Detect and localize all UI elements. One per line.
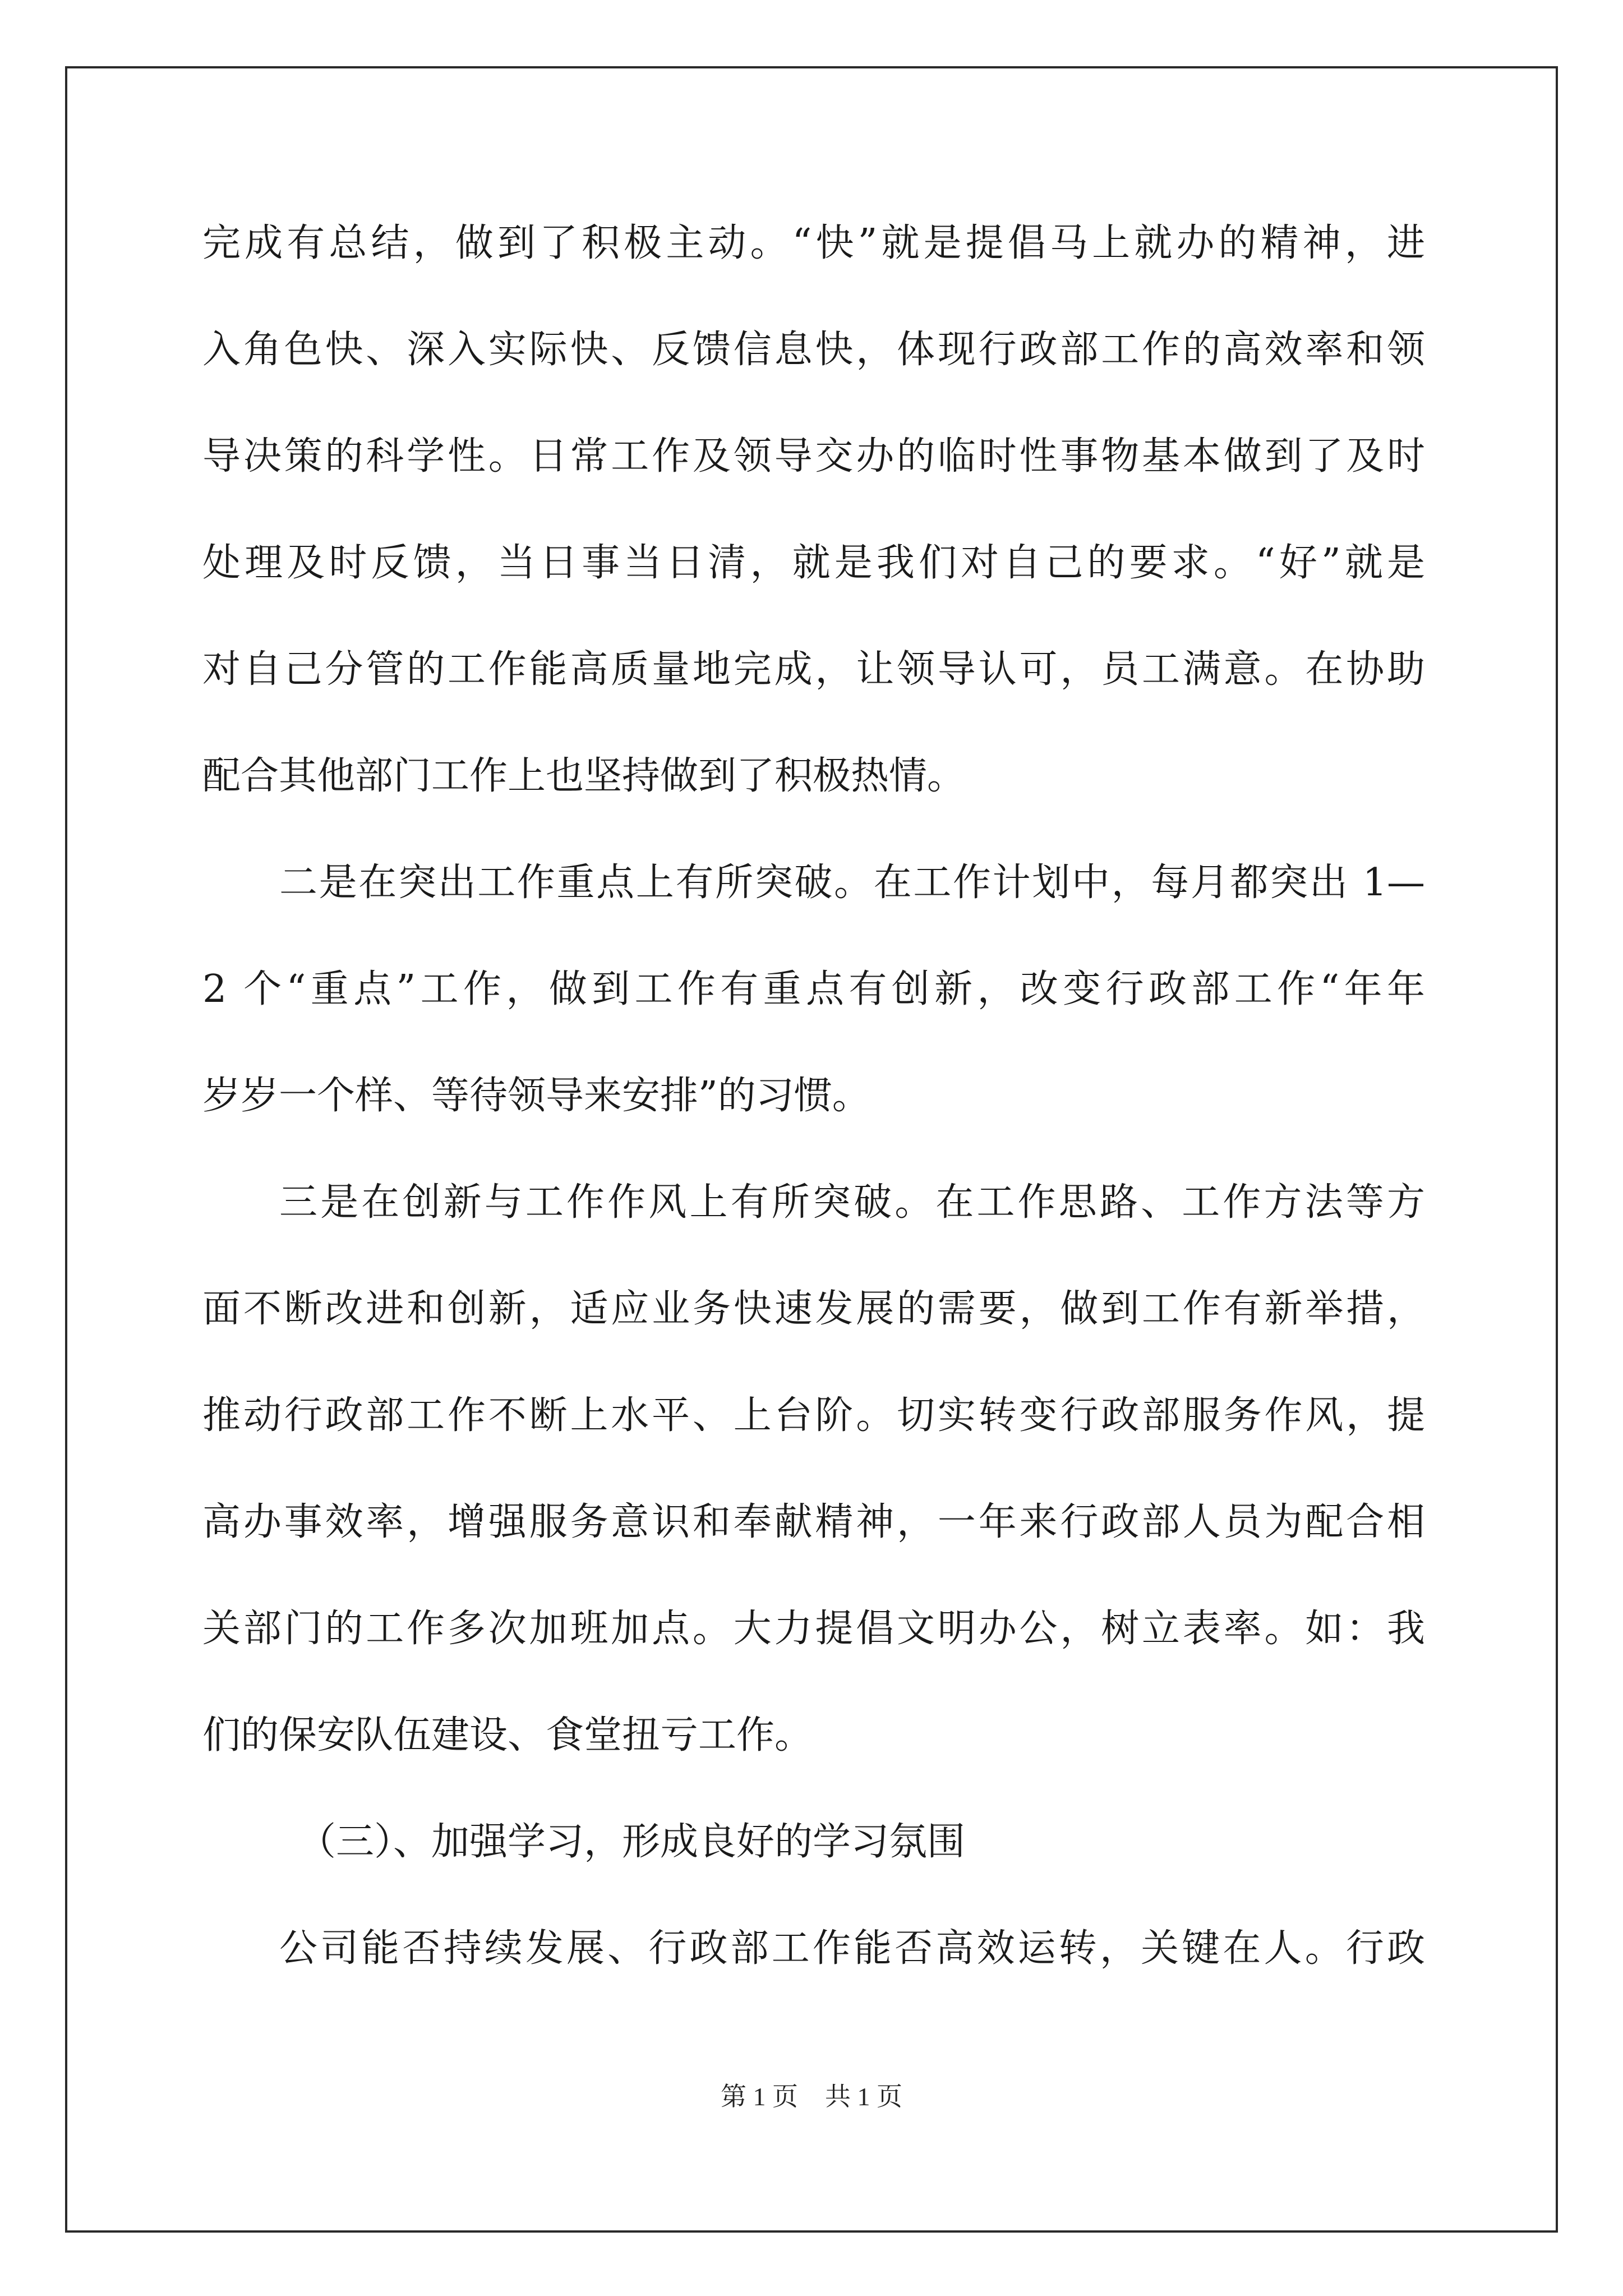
text-line: 三是在创新与工作作风上有所突破。在工作思路、工作方法等方 xyxy=(279,1180,1425,1225)
text-line: 关部门的工作多次加班加点。大力提倡文明办公，树立表率。如：我 xyxy=(202,1607,1425,1651)
document-body xyxy=(202,217,1425,1976)
text-line: 对自己分管的工作能高质量地完成，让领导认可，员工满意。在协助 xyxy=(202,647,1425,692)
page-total: 共 1 页 xyxy=(825,2082,902,2111)
text-line: 完成有总结，做到了积极主动。“快”就是提倡马上就办的精神，进 xyxy=(202,221,1425,265)
text-line: 入角色快、深入实际快、反馈信息快，体现行政部工作的高效率和领 xyxy=(202,328,1425,372)
section-heading: （三）、加强学习，形成良好的学习氛围 xyxy=(298,1820,966,1864)
text-line: 二是在突出工作重点上有所突破。在工作计划中，每月都突出 1— xyxy=(279,861,1425,905)
text-line: 们的保安队伍建设、食堂扭亏工作。 xyxy=(202,1713,813,1757)
text-line: 面不断改进和创新，适应业务快速发展的需要，做到工作有新举措， xyxy=(202,1287,1425,1331)
text-line: 公司能否持续发展、行政部工作能否高效运转，关键在人。行政 xyxy=(279,1926,1425,1971)
text-line: 配合其他部门工作上也坚持做到了积极热情。 xyxy=(202,754,966,798)
text-line: 2 个“重点”工作，做到工作有重点有创新，改变行政部工作“年年 xyxy=(202,967,1425,1011)
text-line: 处理及时反馈，当日事当日清，就是我们对自己的要求。“好”就是 xyxy=(202,541,1425,585)
text-line: 导决策的科学性。日常工作及领导交办的临时性事物基本做到了及时 xyxy=(202,434,1425,478)
text-line: 推动行政部工作不断上水平、上台阶。切实转变行政部服务作风，提 xyxy=(202,1393,1425,1438)
text-line: 高办事效率，增强服务意识和奉献精神，一年来行政部人员为配合相 xyxy=(202,1500,1425,1544)
page-number: 第 1 页 xyxy=(721,2082,798,2111)
text-line: 岁岁一个样、等待领导来安排”的习惯。 xyxy=(202,1074,870,1118)
page-footer xyxy=(0,2080,1623,2114)
